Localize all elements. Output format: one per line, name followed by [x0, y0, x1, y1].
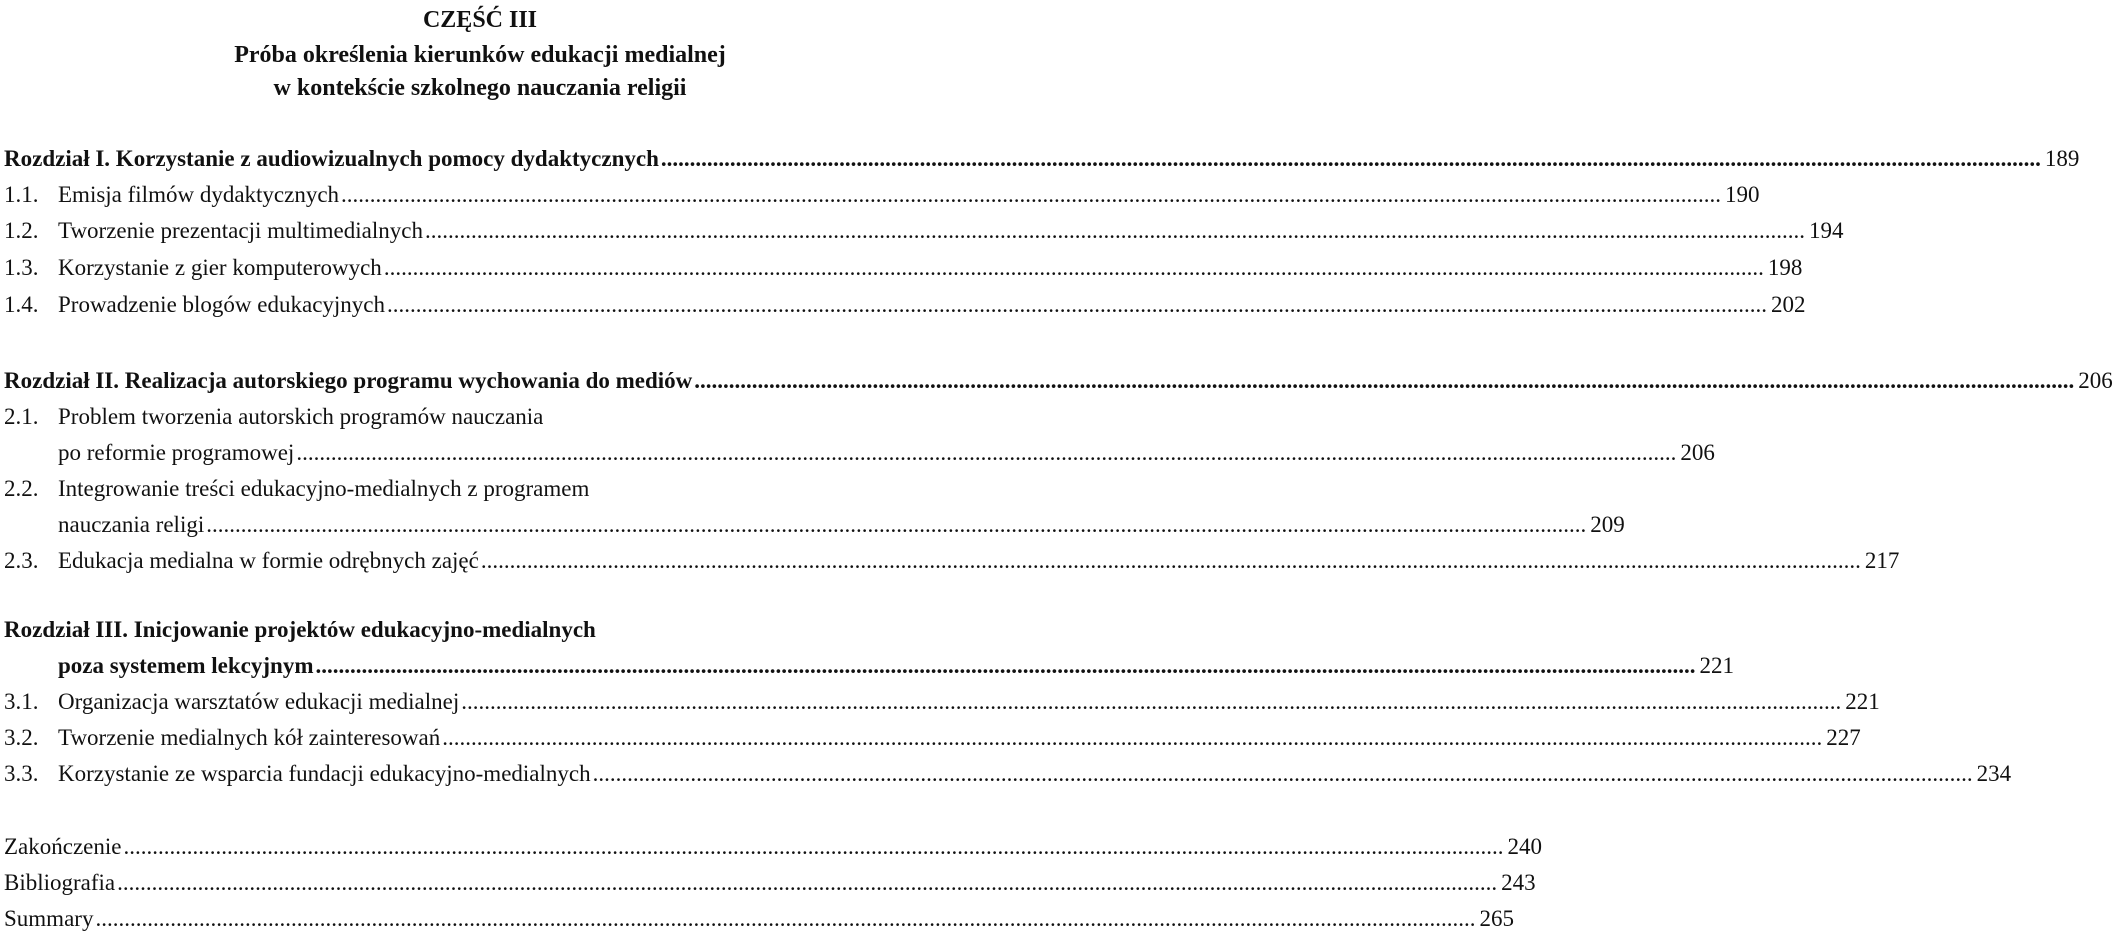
toc-entry-bibliography[interactable]: [4, 865, 1536, 901]
toc-entry-3-1[interactable]: [4, 684, 1880, 720]
entry-number: 1.1.: [4, 182, 39, 207]
entry-title-line-1: Integrowanie treści edukacyjno-medialnych z programem: [58, 476, 590, 501]
entry-title: Summary: [4, 906, 94, 931]
toc-entry-2-3[interactable]: [4, 543, 1900, 579]
dot-leader: [593, 756, 1973, 792]
part-title-line-1: Próba określenia kierunków edukacji medialnej: [234, 42, 726, 68]
dot-leader: [384, 250, 1764, 286]
entry-page-number: 194: [1808, 218, 1844, 243]
dot-leader: [123, 829, 1503, 865]
entry-page-number: 227: [1826, 725, 1861, 750]
entry-number: 2.1.: [4, 404, 39, 429]
toc-entry-1-1[interactable]: [4, 177, 1760, 213]
entry-number: 3.3.: [4, 761, 39, 786]
part-label: CZĘŚĆ III: [422, 7, 538, 33]
dot-leader: [694, 363, 2074, 399]
entry-title: Rozdział II. Realizacja autorskiego programu wychowania do mediów: [4, 368, 693, 393]
entry-title-line-2: poza systemem lekcyjnym: [58, 653, 314, 678]
entry-page-number: 240: [1507, 834, 1542, 859]
toc-entry-chapter-3[interactable]: [4, 612, 958, 648]
entry-number: 1.3.: [4, 255, 39, 280]
entry-title: Organizacja warsztatów edukacji medialnej: [58, 689, 460, 714]
dot-leader: [316, 648, 1696, 684]
toc-entry-2-2[interactable]: [4, 471, 958, 507]
entry-title: Prowadzenie blogów edukacyjnych: [58, 292, 386, 317]
entry-page-number: 243: [1501, 870, 1536, 895]
toc-entry-1-3[interactable]: [4, 250, 1803, 286]
entry-title: Rozdział I. Korzystanie z audiowizualnych pomocy dydaktycznych: [4, 146, 659, 171]
entry-page-number: 221: [1699, 653, 1735, 678]
toc-entry-chapter-3-cont[interactable]: [4, 648, 1735, 684]
entry-title: Tworzenie medialnych kół zainteresowań: [58, 725, 441, 750]
dot-leader: [461, 684, 1841, 720]
toc-entry-3-2[interactable]: [4, 720, 1861, 756]
toc-entry-3-3[interactable]: [4, 756, 2012, 792]
entry-page-number: 206: [2078, 368, 2113, 393]
dot-leader: [95, 901, 1475, 937]
entry-page-number: 217: [1864, 548, 1900, 573]
entry-page-number: 202: [1771, 292, 1806, 317]
toc-entry-chapter-1[interactable]: [4, 141, 2080, 177]
entry-title: Emisja filmów dydaktycznych: [58, 182, 340, 207]
toc-entry-summary[interactable]: [4, 901, 1514, 937]
part-title-line-2: w kontekście szkolnego nauczania religii: [273, 75, 687, 101]
entry-number: 2.3.: [4, 548, 39, 573]
dot-leader: [387, 287, 1767, 323]
dot-leader: [117, 865, 1497, 901]
entry-number: 1.2.: [4, 218, 39, 243]
entry-title: Zakończenie: [4, 834, 122, 859]
toc-entry-conclusion[interactable]: [4, 829, 1542, 865]
entry-page-number: 206: [1680, 440, 1715, 465]
entry-title: Bibliografia: [4, 870, 116, 895]
dot-leader: [481, 543, 1861, 579]
dot-leader: [206, 507, 1586, 543]
toc-entry-1-2[interactable]: [4, 213, 1844, 249]
entry-title-line-1: Rozdział III. Inicjowanie projektów edukacyjno-medialnych: [4, 617, 596, 642]
dot-leader: [296, 435, 1676, 471]
entry-title: Korzystanie z gier komputerowych: [58, 255, 382, 280]
entry-page-number: 189: [2044, 146, 2080, 171]
entry-title: Tworzenie prezentacji multimedialnych: [58, 218, 423, 243]
toc-entry-2-1[interactable]: [4, 399, 958, 435]
entry-number: 2.2.: [4, 476, 39, 501]
entry-title-line-2: nauczania religi: [58, 512, 205, 537]
dot-leader: [661, 141, 2041, 177]
dot-leader: [442, 720, 1822, 756]
entry-page-number: 190: [1725, 182, 1760, 207]
entry-title-line-1: Problem tworzenia autorskich programów nauczania: [58, 404, 544, 429]
dot-leader: [425, 213, 1805, 249]
dot-leader: [341, 177, 1721, 213]
toc-entry-2-1-cont[interactable]: [4, 435, 1715, 471]
entry-page-number: 209: [1590, 512, 1625, 537]
entry-page-number: 221: [1845, 689, 1880, 714]
entry-title-line-2: po reformie programowej: [58, 440, 295, 465]
entry-title: Edukacja medialna w formie odrębnych zajęć: [58, 548, 479, 573]
entry-page-number: 234: [1976, 761, 2012, 786]
entry-page-number: 198: [1767, 255, 1803, 280]
entry-number: 3.2.: [4, 725, 39, 750]
toc-entry-chapter-2[interactable]: [4, 363, 2113, 399]
entry-number: 3.1.: [4, 689, 39, 714]
entry-page-number: 265: [1479, 906, 1514, 931]
entry-number: 1.4.: [4, 292, 39, 317]
entry-title: Korzystanie ze wsparcia fundacji edukacyjno-medialnych: [58, 761, 591, 786]
toc-entry-1-4[interactable]: [4, 287, 1806, 323]
toc-entry-2-2-cont[interactable]: [4, 507, 1625, 543]
